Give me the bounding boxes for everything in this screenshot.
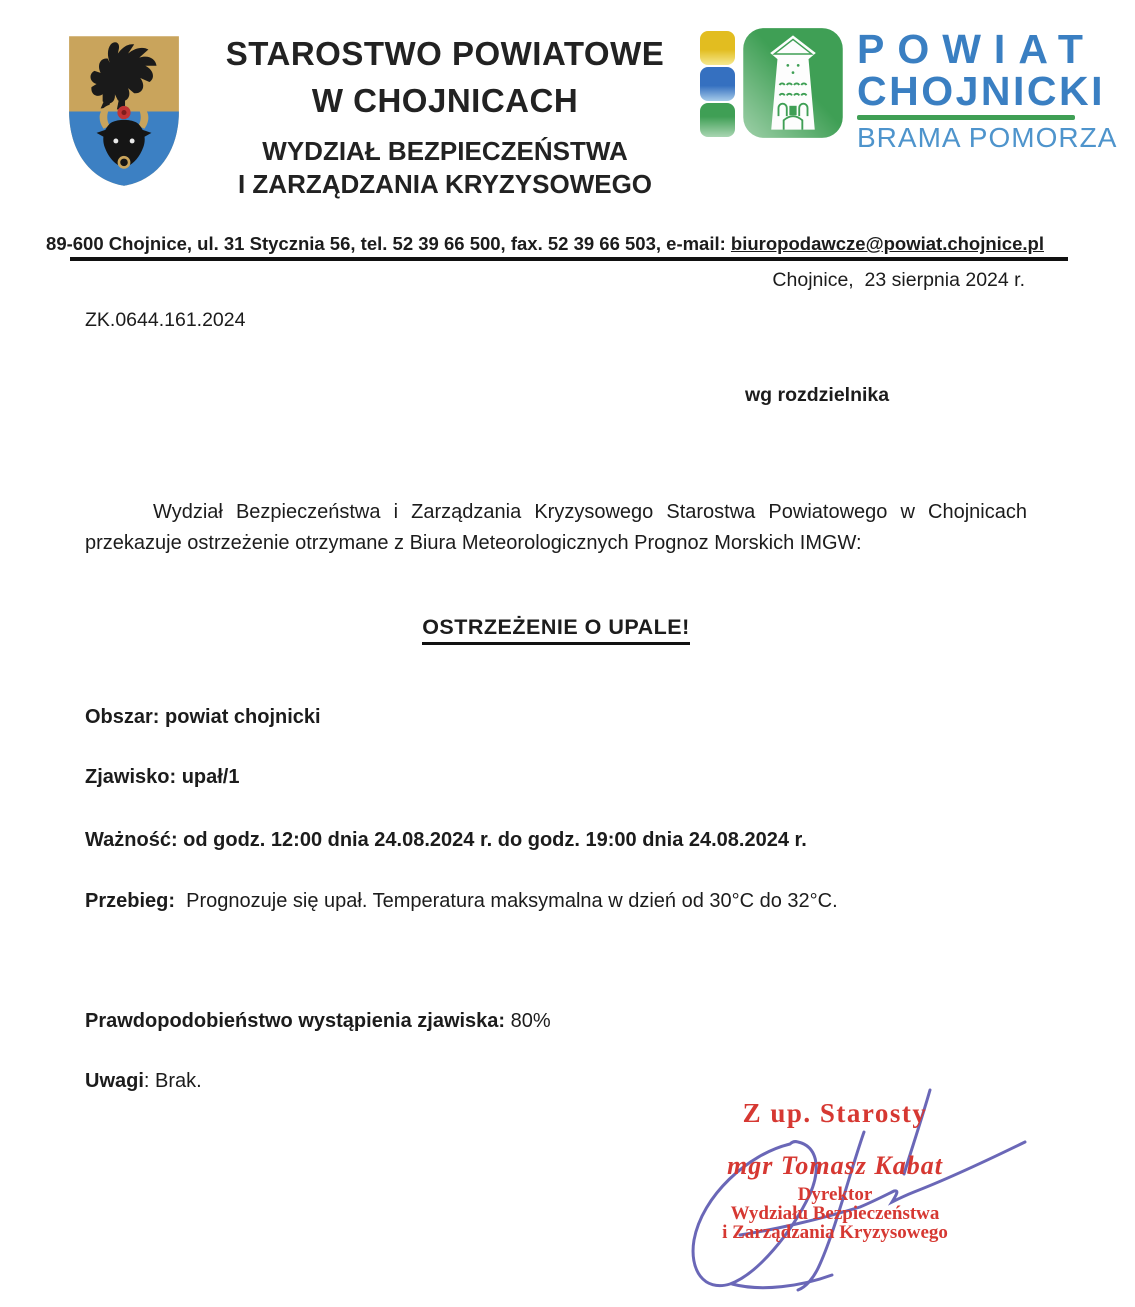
contact-email-link[interactable]: biuropodawcze@powiat.chojnice.pl: [730, 233, 1044, 254]
contact-line: [0, 233, 1090, 255]
office-name-line1: STAROSTWO POWIATOWE: [225, 35, 665, 72]
detail-uwagi: [85, 1070, 202, 1093]
place-and-date: Chojnice, 23 sierpnia 2024 r.: [772, 269, 1025, 291]
stamp-role-line3: i Zarządzania Kryzysowego: [722, 1222, 948, 1243]
przebieg-label: Przebieg:: [85, 890, 176, 912]
department-line1: WYDZIAŁ BEZPIECZEŃSTWA: [262, 136, 628, 166]
logo-line-brama-pomorza: BRAMA POMORZA: [857, 122, 1118, 153]
office-name-line2: W CHOJNICACH: [311, 82, 579, 119]
warning-title-row: [85, 615, 1027, 645]
stamp-role-line1: Dyrektor: [797, 1184, 873, 1205]
detail-zjawisko: Zjawisko: upał/1: [85, 766, 240, 788]
warning-title: OSTRZEŻENIE O UPALE!: [422, 615, 690, 645]
signature-stamp: [690, 1098, 980, 1242]
logo-squares: [700, 31, 735, 137]
stamp-authority: Z up. Starosty: [742, 1098, 928, 1128]
letterhead: [200, 30, 690, 201]
powiat-chojnicki-logo: [700, 26, 1117, 154]
logo-line-chojnicki: CHOJNICKI: [857, 68, 1106, 114]
przebieg-text: Prognozuje się upał. Temperatura maksymalna w dzień od 30°C do 32°C.: [175, 890, 838, 912]
stamp-role-line2: Wydziału Bezpieczeństwa: [730, 1203, 940, 1224]
header-divider: [70, 257, 1068, 261]
logo-green-divider: [857, 115, 1075, 120]
logo-line-powiat: POWIAT: [857, 26, 1096, 72]
stamp-signer-name: mgr Tomasz Kabat: [727, 1151, 943, 1180]
detail-waznosc: Ważność: od godz. 12:00 dnia 24.08.2024 r. do godz. 19:00 dnia 24.08.2024 r.: [85, 829, 807, 851]
distribution-note: wg rozdzielnika: [745, 384, 890, 406]
detail-obszar: Obszar: powiat chojnicki: [85, 706, 321, 728]
department-line2: I ZARZĄDZANIA KRYZYSOWEGO: [237, 169, 653, 199]
prawdopodobienstwo-value: 80%: [505, 1010, 551, 1032]
detail-przebieg: [85, 890, 838, 913]
detail-prawdopodobienstwo: [85, 1010, 551, 1033]
blue-square-icon: [700, 67, 735, 101]
uwagi-value: : Brak.: [143, 1070, 202, 1092]
uwagi-label: Uwagi: [85, 1070, 144, 1092]
gate-tower-emblem: [741, 26, 845, 145]
prawdopodobienstwo-label: Prawdopodobieństwo wystąpienia zjawiska:: [85, 1010, 506, 1032]
department-name: [200, 135, 690, 201]
coat-of-arms-chojnice: [63, 32, 185, 190]
logo-wordmark: [857, 26, 1118, 154]
intro-paragraph: Wydział Bezpieczeństwa i Zarządzania Kryzysowego Starostwa Powiatowego w Chojnicach przekazuje ostrzeżenie otrzymane z Biura Meteorologicznych Prognoz Morskich IMGW:: [85, 501, 1027, 554]
yellow-square-icon: [700, 31, 735, 65]
contact-address-text: 89-600 Chojnice, ul. 31 Stycznia 56, tel. 52 39 66 500, fax. 52 39 66 503, e-mail:: [46, 233, 731, 254]
tower-icon: [741, 26, 845, 140]
green-square-icon: [700, 103, 735, 137]
reference-number: ZK.0644.161.2024: [85, 309, 246, 331]
